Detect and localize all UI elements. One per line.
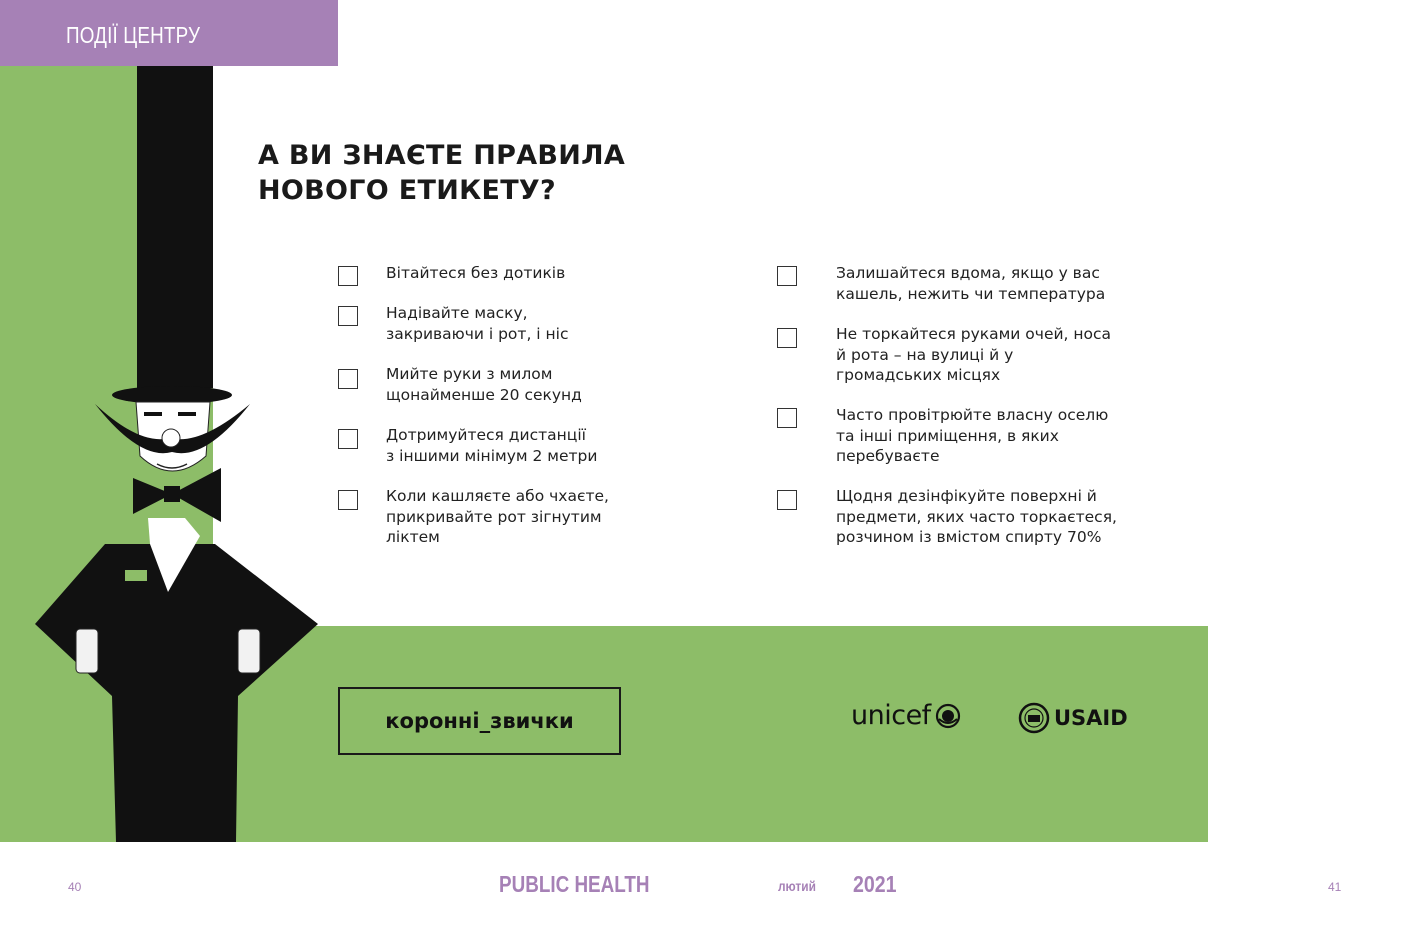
tip-text: Не торкайтеся руками очей, носа й рота – на вулиці й у громадських місцях <box>836 325 1112 384</box>
unicef-emblem-icon <box>935 703 961 729</box>
tip-text: Мийте руки з милом щонайменше 20 секунд <box>386 365 582 404</box>
unicef-logo <box>851 700 961 731</box>
tip-item <box>777 328 797 348</box>
hashtag-box <box>338 687 621 755</box>
tip-text: Надівайте маску, закриваючи і рот, і ніс <box>386 304 569 343</box>
usaid-seal-icon <box>1018 702 1050 734</box>
usaid-logo <box>1018 702 1128 734</box>
tip-text: Вітайтеся без дотиків <box>386 264 566 282</box>
issue-month: лютий <box>778 878 816 894</box>
tip-text: Дотримуйтеся дистанції з іншими мінімум 2 метри <box>386 426 598 465</box>
title-line-2: НОВОГО ЕТИКЕТУ? <box>258 175 557 206</box>
checkbox-icon[interactable] <box>777 328 797 348</box>
tip-text: Залишайтеся вдома, якщо у вас кашель, нежить чи температура <box>836 264 1106 303</box>
tip-item <box>777 408 797 428</box>
unicef-wordmark: unicef <box>851 700 931 731</box>
tip-text: Коли кашляєте або чхаєте, прикривайте рот зігнутим ліктем <box>386 487 609 546</box>
checkbox-icon[interactable] <box>777 266 797 286</box>
checkbox-icon[interactable] <box>338 490 358 510</box>
section-tag <box>0 0 338 66</box>
tip-item <box>338 306 358 326</box>
tip-item <box>338 266 358 286</box>
tip-item <box>338 490 358 510</box>
tip-text: Щодня дезінфікуйте поверхні й предмети, яких часто торкаєтеся, розчином із вмістом спирту 70% <box>836 487 1117 546</box>
section-label: ПОДІЇ ЦЕНТРУ <box>66 22 201 48</box>
issue-year: 2021 <box>853 871 897 897</box>
tip-item <box>338 429 358 449</box>
page-number-left: 40 <box>68 880 82 894</box>
tip-item <box>338 369 358 389</box>
tip-item <box>777 266 797 286</box>
page-number-right: 41 <box>1328 880 1342 894</box>
checkbox-icon[interactable] <box>338 429 358 449</box>
page-title <box>258 138 625 208</box>
title-line-1: А ВИ ЗНАЄТЕ ПРАВИЛА <box>258 140 626 171</box>
checkbox-icon[interactable] <box>338 266 358 286</box>
checkbox-icon[interactable] <box>338 306 358 326</box>
checkbox-icon[interactable] <box>338 369 358 389</box>
checkbox-icon[interactable] <box>777 408 797 428</box>
tip-text: Часто провітрюйте власну оселю та інші приміщення, в яких перебуваєте <box>836 406 1109 465</box>
checkbox-icon[interactable] <box>777 490 797 510</box>
hashtag-text: коронні_звички <box>385 709 574 733</box>
tip-item <box>777 490 797 510</box>
magazine-title: PUBLIC HEALTH <box>499 871 650 897</box>
usaid-wordmark: USAID <box>1054 706 1128 730</box>
